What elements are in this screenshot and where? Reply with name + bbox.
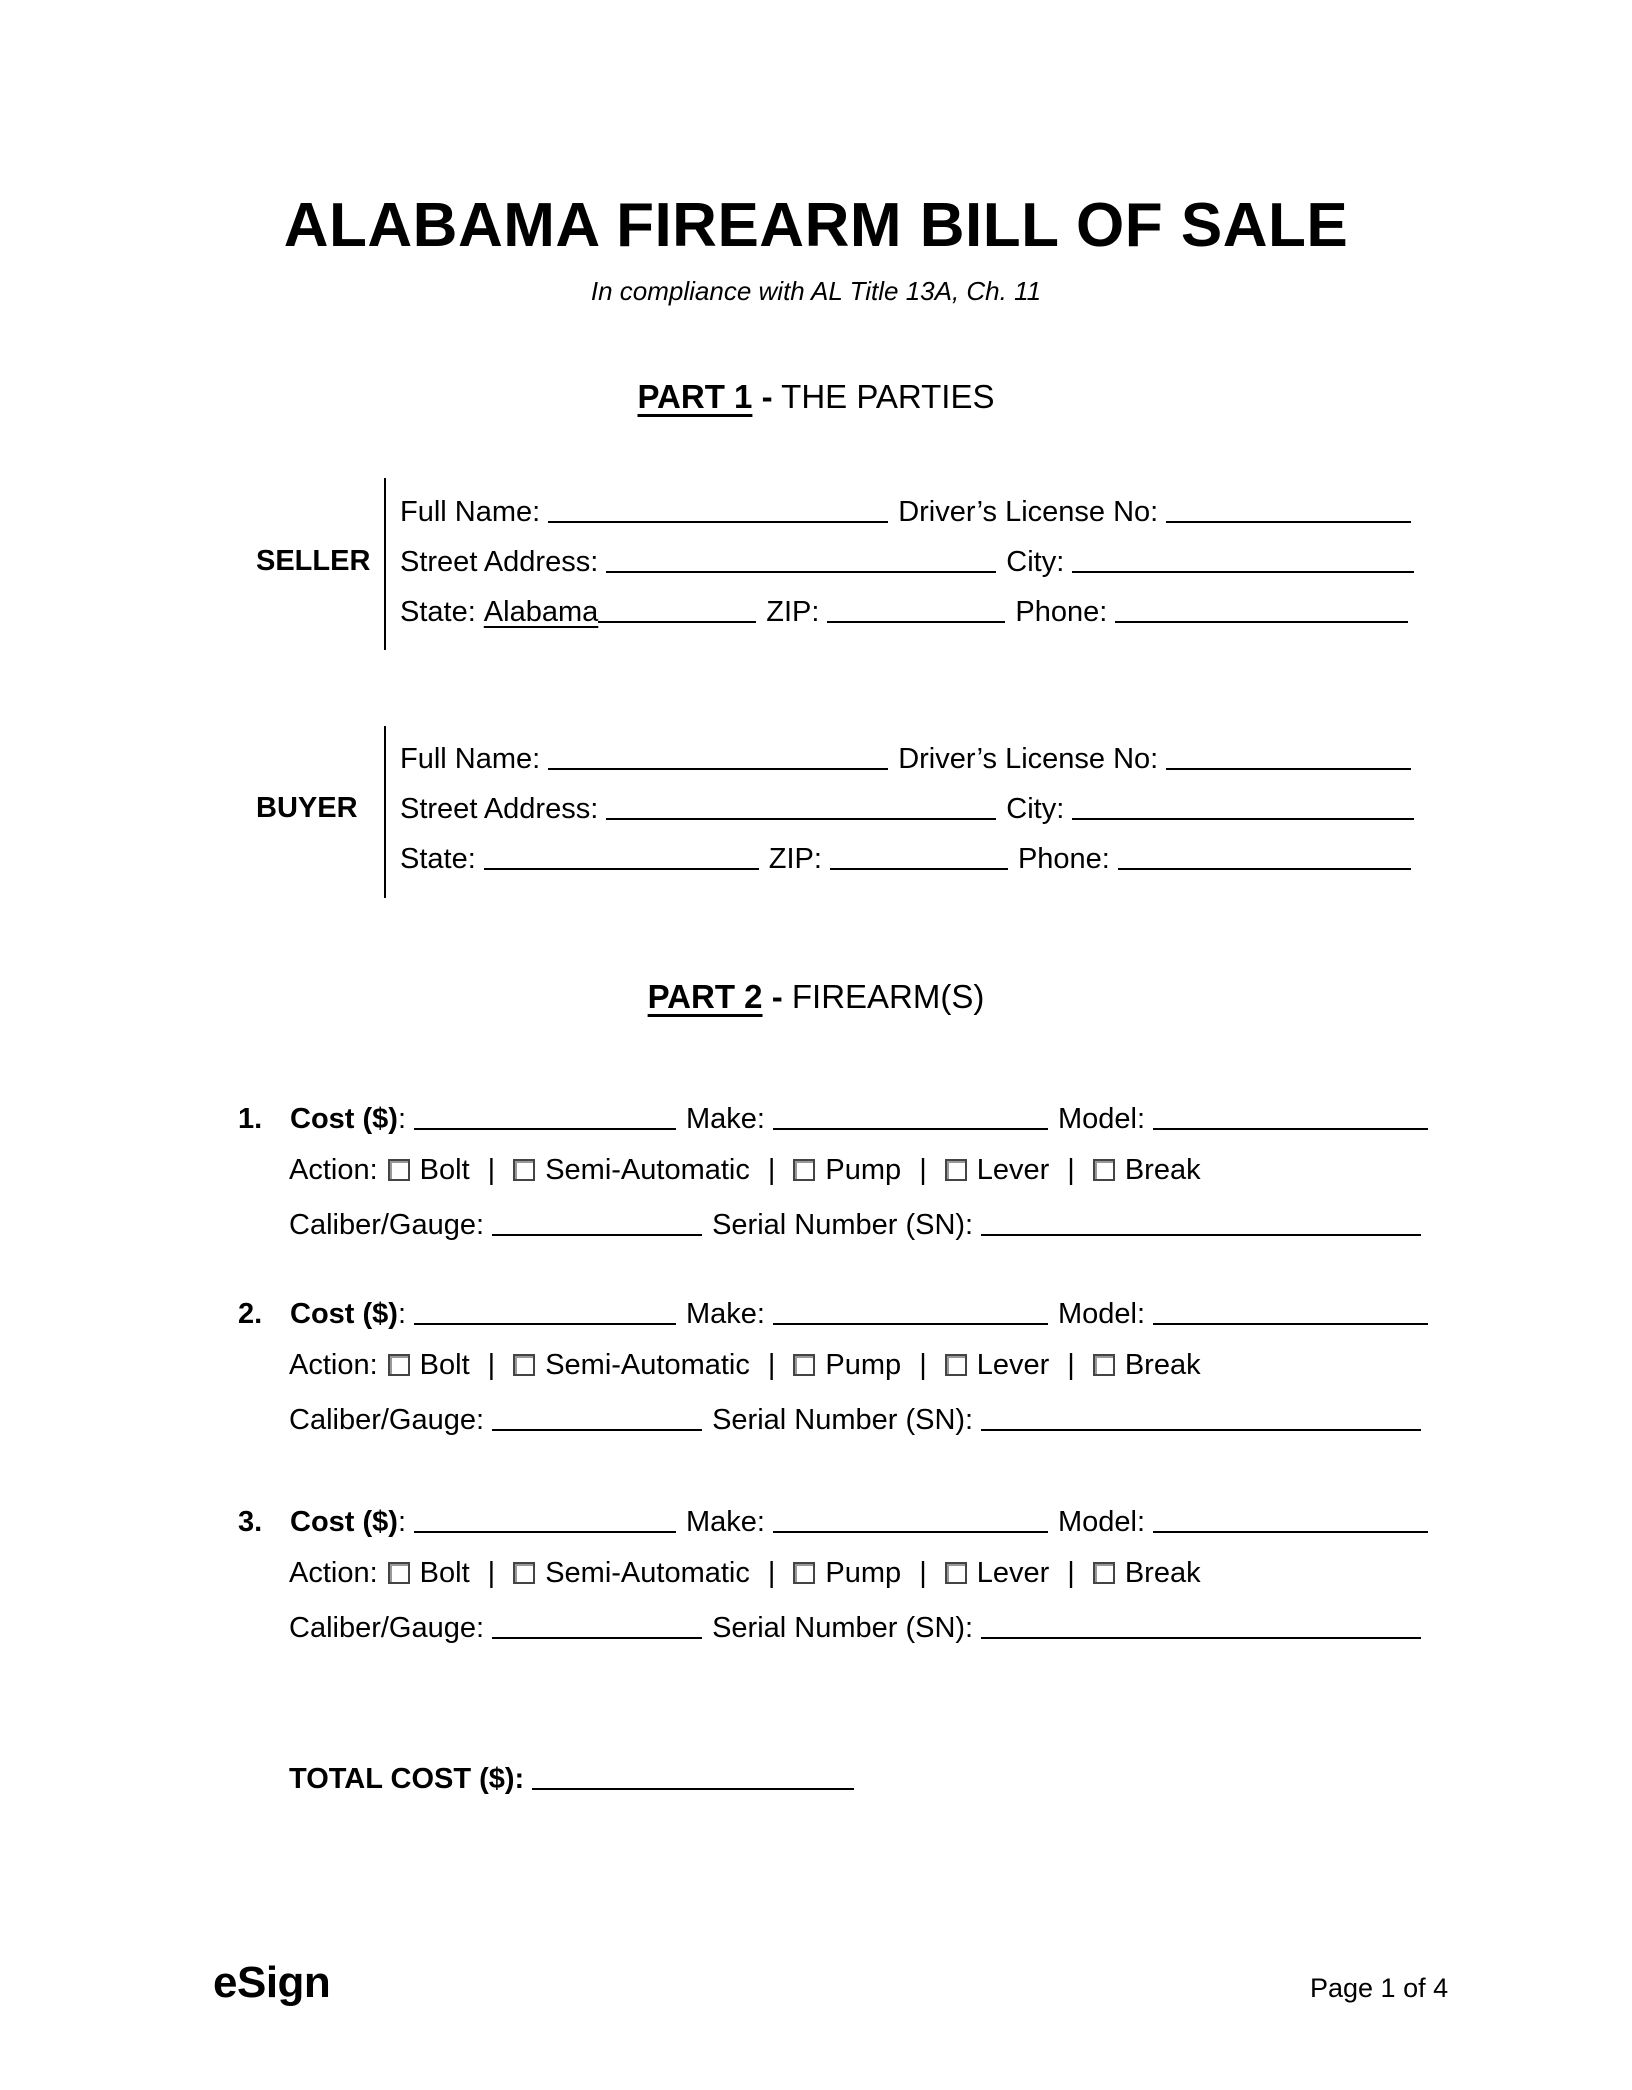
seller-row-1 <box>400 495 1411 529</box>
firearm-number: 2. <box>238 1298 263 1330</box>
firearm-model-field[interactable] <box>1153 1507 1428 1533</box>
seller-city-label: City: <box>1006 546 1065 578</box>
seller-full-name-field[interactable] <box>548 497 888 523</box>
buyer-row-3 <box>400 842 1411 876</box>
buyer-city-label: City: <box>1006 793 1065 825</box>
buyer-zip-field[interactable] <box>830 844 1008 870</box>
firearm-cost-colon: : <box>397 1298 407 1330</box>
action-separator: | <box>919 1349 927 1381</box>
action-option-pump: Pump <box>825 1154 902 1186</box>
firearm-caliber-label: Caliber/Gauge: <box>289 1404 485 1436</box>
part2-dash: - <box>771 978 783 1015</box>
firearm-caliber-field[interactable] <box>492 1613 702 1639</box>
action-separator: | <box>1067 1349 1075 1381</box>
part2-number: PART 2 <box>647 978 763 1015</box>
firearm-cost-row <box>238 1505 1428 1539</box>
action-separator: | <box>487 1154 496 1186</box>
buyer-drivers-license-field[interactable] <box>1166 744 1411 770</box>
firearm-serial-field[interactable] <box>981 1613 1421 1639</box>
action-option-bolt: Bolt <box>419 1154 470 1186</box>
action-option-semi-automatic: Semi-Automatic <box>545 1154 750 1186</box>
firearm-make-field[interactable] <box>773 1104 1048 1130</box>
firearm-caliber-field[interactable] <box>492 1405 702 1431</box>
buyer-street-address-field[interactable] <box>606 794 996 820</box>
part1-title: THE PARTIES <box>781 378 995 415</box>
buyer-city-field[interactable] <box>1072 794 1414 820</box>
checkbox-semi-automatic[interactable] <box>513 1354 535 1376</box>
seller-state-field[interactable] <box>598 597 756 623</box>
action-separator: | <box>487 1557 496 1589</box>
seller-street-address-label: Street Address: <box>400 546 599 578</box>
action-option-lever: Lever <box>976 1349 1050 1381</box>
firearm-cost-row <box>238 1102 1428 1136</box>
firearm-model-label: Model: <box>1058 1298 1146 1330</box>
checkbox-bolt[interactable] <box>388 1562 410 1584</box>
firearm-model-label: Model: <box>1058 1103 1146 1135</box>
firearm-serial-label: Serial Number (SN): <box>712 1612 974 1644</box>
action-option-pump: Pump <box>825 1557 902 1589</box>
action-separator: | <box>919 1154 927 1186</box>
total-cost-label: TOTAL COST ($): <box>289 1763 525 1795</box>
firearm-model-field[interactable] <box>1153 1104 1428 1130</box>
seller-city-field[interactable] <box>1072 547 1414 573</box>
firearm-action-row <box>289 1557 1201 1590</box>
checkbox-semi-automatic[interactable] <box>513 1562 535 1584</box>
seller-phone-field[interactable] <box>1115 597 1408 623</box>
seller-row-2 <box>400 545 1414 579</box>
firearm-caliber-label: Caliber/Gauge: <box>289 1612 485 1644</box>
firearm-cost-field[interactable] <box>414 1299 676 1325</box>
page-number: Page 1 of 4 <box>1310 1973 1449 2003</box>
checkbox-lever[interactable] <box>945 1159 967 1181</box>
firearm-action-row <box>289 1349 1201 1382</box>
firearm-action-label: Action: <box>289 1154 378 1186</box>
seller-zip-field[interactable] <box>827 597 1005 623</box>
firearm-make-field[interactable] <box>773 1299 1048 1325</box>
action-option-lever: Lever <box>976 1154 1050 1186</box>
esign-logo: eSign <box>213 1958 331 2007</box>
firearm-cost-field[interactable] <box>414 1104 676 1130</box>
firearm-cost-label: Cost ($) <box>290 1298 398 1330</box>
seller-divider <box>384 478 386 650</box>
seller-row-3 <box>400 595 1408 629</box>
part1-number: PART 1 <box>637 378 753 415</box>
action-option-lever: Lever <box>976 1557 1050 1589</box>
checkbox-bolt[interactable] <box>388 1354 410 1376</box>
firearm-make-label: Make: <box>686 1506 765 1538</box>
firearm-action-label: Action: <box>289 1557 378 1589</box>
total-cost-field[interactable] <box>532 1764 854 1790</box>
total-cost-row <box>289 1762 854 1796</box>
firearm-model-field[interactable] <box>1153 1299 1428 1325</box>
firearm-cost-colon: : <box>397 1506 407 1538</box>
part1-heading <box>0 378 1632 416</box>
seller-drivers-license-field[interactable] <box>1166 497 1411 523</box>
action-option-break: Break <box>1124 1154 1201 1186</box>
buyer-row-1 <box>400 742 1411 776</box>
action-option-break: Break <box>1124 1349 1201 1381</box>
part1-dash: - <box>761 378 773 415</box>
action-option-semi-automatic: Semi-Automatic <box>545 1349 750 1381</box>
seller-phone-label: Phone: <box>1015 596 1108 628</box>
seller-state-value[interactable]: Alabama <box>483 596 599 628</box>
seller-state-label: State: <box>400 596 476 628</box>
firearm-serial-label: Serial Number (SN): <box>712 1209 974 1241</box>
action-option-bolt: Bolt <box>419 1349 470 1381</box>
firearm-caliber-row <box>289 1208 1421 1242</box>
firearm-model-label: Model: <box>1058 1506 1146 1538</box>
firearm-serial-label: Serial Number (SN): <box>712 1404 974 1436</box>
action-separator: | <box>767 1154 776 1186</box>
checkbox-pump[interactable] <box>793 1159 815 1181</box>
firearm-caliber-row <box>289 1403 1421 1437</box>
firearm-cost-colon: : <box>397 1103 407 1135</box>
seller-label: SELLER <box>256 545 371 577</box>
firearm-serial-field[interactable] <box>981 1210 1421 1236</box>
action-option-break: Break <box>1124 1557 1201 1589</box>
buyer-divider <box>384 726 386 898</box>
checkbox-lever[interactable] <box>945 1562 967 1584</box>
firearm-cost-field[interactable] <box>414 1507 676 1533</box>
firearm-cost-label: Cost ($) <box>290 1103 398 1135</box>
document-title: ALABAMA FIREARM BILL OF SALE <box>283 191 1349 260</box>
buyer-row-2 <box>400 792 1414 826</box>
action-separator: | <box>919 1557 927 1589</box>
buyer-label: BUYER <box>256 792 358 824</box>
part2-heading <box>0 978 1632 1016</box>
firearm-serial-field[interactable] <box>981 1405 1421 1431</box>
action-option-semi-automatic: Semi-Automatic <box>545 1557 750 1589</box>
firearm-cost-row <box>238 1297 1428 1331</box>
checkbox-semi-automatic[interactable] <box>513 1159 535 1181</box>
document-subtitle: In compliance with AL Title 13A, Ch. 11 <box>590 276 1042 306</box>
checkbox-break[interactable] <box>1093 1354 1115 1376</box>
firearm-cost-label: Cost ($) <box>290 1506 398 1538</box>
firearm-number: 1. <box>238 1103 263 1135</box>
action-separator: | <box>767 1349 776 1381</box>
firearm-caliber-row <box>289 1611 1421 1645</box>
checkbox-bolt[interactable] <box>388 1159 410 1181</box>
buyer-drivers-license-label: Driver’s License No: <box>898 743 1159 775</box>
buyer-full-name-field[interactable] <box>548 744 888 770</box>
firearm-make-label: Make: <box>686 1103 765 1135</box>
firearm-number: 3. <box>238 1506 263 1538</box>
checkbox-pump[interactable] <box>793 1354 815 1376</box>
firearm-make-field[interactable] <box>773 1507 1048 1533</box>
action-separator: | <box>1067 1154 1075 1186</box>
buyer-phone-label: Phone: <box>1017 843 1110 875</box>
checkbox-break[interactable] <box>1093 1159 1115 1181</box>
firearm-action-row <box>289 1154 1201 1187</box>
action-separator: | <box>487 1349 496 1381</box>
buyer-state-label: State: <box>400 843 476 875</box>
action-option-bolt: Bolt <box>419 1557 470 1589</box>
action-separator: | <box>1067 1557 1075 1589</box>
seller-drivers-license-label: Driver’s License No: <box>898 496 1159 528</box>
buyer-zip-label: ZIP: <box>768 843 822 875</box>
firearm-make-label: Make: <box>686 1298 765 1330</box>
action-separator: | <box>767 1557 776 1589</box>
seller-full-name-label: Full Name: <box>400 496 541 528</box>
buyer-street-address-label: Street Address: <box>400 793 599 825</box>
buyer-phone-field[interactable] <box>1118 844 1411 870</box>
action-option-pump: Pump <box>825 1349 902 1381</box>
firearm-caliber-label: Caliber/Gauge: <box>289 1209 485 1241</box>
buyer-state-field[interactable] <box>484 844 759 870</box>
buyer-full-name-label: Full Name: <box>400 743 541 775</box>
firearm-caliber-field[interactable] <box>492 1210 702 1236</box>
checkbox-pump[interactable] <box>793 1562 815 1584</box>
seller-street-address-field[interactable] <box>606 547 996 573</box>
checkbox-lever[interactable] <box>945 1354 967 1376</box>
checkbox-break[interactable] <box>1093 1562 1115 1584</box>
seller-zip-label: ZIP: <box>766 596 820 628</box>
firearm-action-label: Action: <box>289 1349 378 1381</box>
part2-title: FIREARM(S) <box>791 978 985 1015</box>
